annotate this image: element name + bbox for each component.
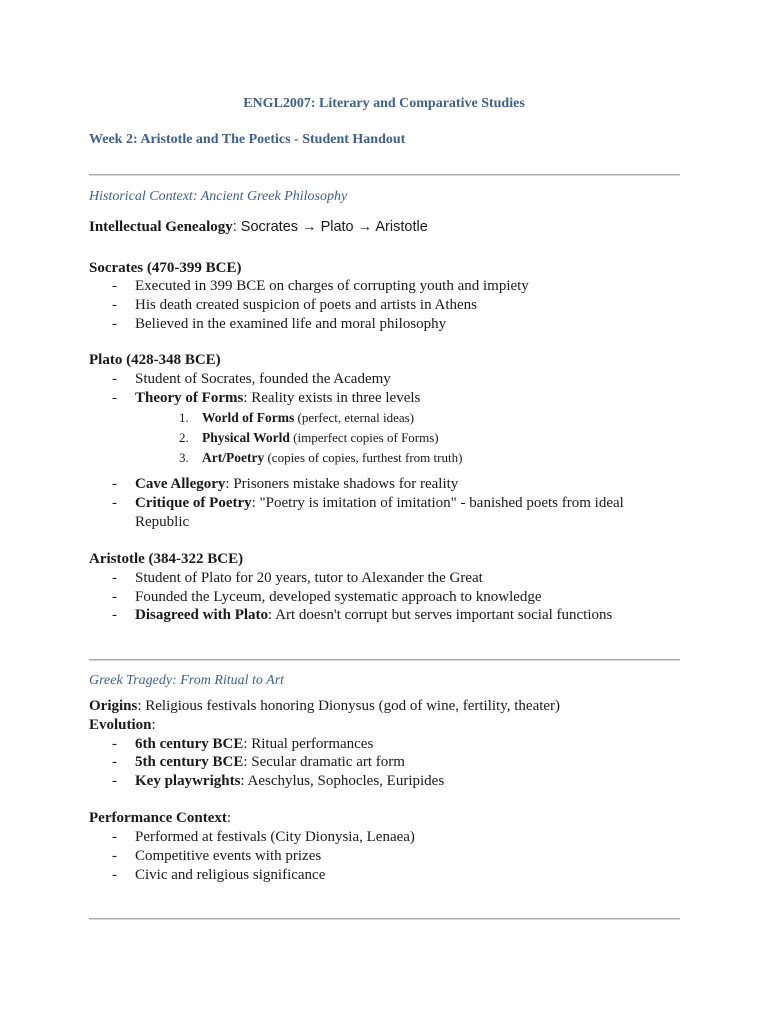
socrates-heading: Socrates (470-399 BCE): [89, 260, 242, 276]
genealogy-label: Intellectual Genealogy: [89, 219, 233, 235]
genealogy-line: [89, 219, 428, 236]
list-item: - Critique of Poetry: "Poetry is imitation of imitation" - banished poets from ideal: [112, 495, 624, 511]
numbered-item: 3. Art/Poetry (copies of copies, furthest from truth): [179, 450, 463, 465]
list-item-continuation: Republic: [135, 514, 190, 530]
list-item: - Student of Socrates, founded the Academy: [112, 371, 391, 387]
course-title: ENGL2007: Literary and Comparative Studies: [243, 96, 525, 111]
plato-heading: Plato (428-348 BCE): [89, 352, 221, 368]
numbered-item: 2. Physical World (imperfect copies of Forms): [179, 430, 439, 445]
list-item: - Founded the Lyceum, developed systematic approach to knowledge: [112, 589, 542, 605]
list-item: - Civic and religious significance: [112, 867, 326, 883]
list-item: - Theory of Forms: Reality exists in three levels: [112, 390, 421, 406]
list-item: - Disagreed with Plato: Art doesn't corrupt but serves important social functions: [112, 607, 613, 623]
list-item: - Executed in 399 BCE on charges of corrupting youth and impiety: [112, 278, 529, 294]
divider: [89, 918, 680, 920]
divider: [89, 174, 680, 176]
evolution-heading: Evolution:: [89, 717, 156, 733]
list-item: - Competitive events with prizes: [112, 848, 322, 864]
list-item: - 5th century BCE: Secular dramatic art form: [112, 754, 405, 770]
origins-line: Origins: Religious festivals honoring Dionysus (god of wine, fertility, theater): [89, 698, 561, 714]
divider: [89, 659, 680, 661]
genealogy-value: Socrates → Plato → Aristotle: [240, 219, 428, 235]
section-heading-greek-tragedy: Greek Tragedy: From Ritual to Art: [89, 673, 285, 688]
section-heading-historical-context: Historical Context: Ancient Greek Philosophy: [89, 189, 348, 204]
list-item: - 6th century BCE: Ritual performances: [112, 736, 374, 752]
genealogy-separator: :: [232, 219, 241, 235]
aristotle-heading: Aristotle (384-322 BCE): [89, 551, 244, 567]
performance-heading: Performance Context:: [89, 810, 232, 826]
numbered-item: 1. World of Forms (perfect, eternal ideas): [179, 410, 415, 425]
list-item: - His death created suspicion of poets and artists in Athens: [112, 297, 478, 313]
list-item: - Key playwrights: Aeschylus, Sophocles, Euripides: [112, 773, 445, 789]
list-item: - Student of Plato for 20 years, tutor to Alexander the Great: [112, 570, 483, 586]
list-item: - Cave Allegory: Prisoners mistake shadows for reality: [112, 476, 459, 492]
list-item: - Performed at festivals (City Dionysia, Lenaea): [112, 829, 415, 845]
list-item: - Believed in the examined life and moral philosophy: [112, 316, 447, 332]
week-title: Week 2: Aristotle and The Poetics - Student Handout: [89, 132, 406, 147]
